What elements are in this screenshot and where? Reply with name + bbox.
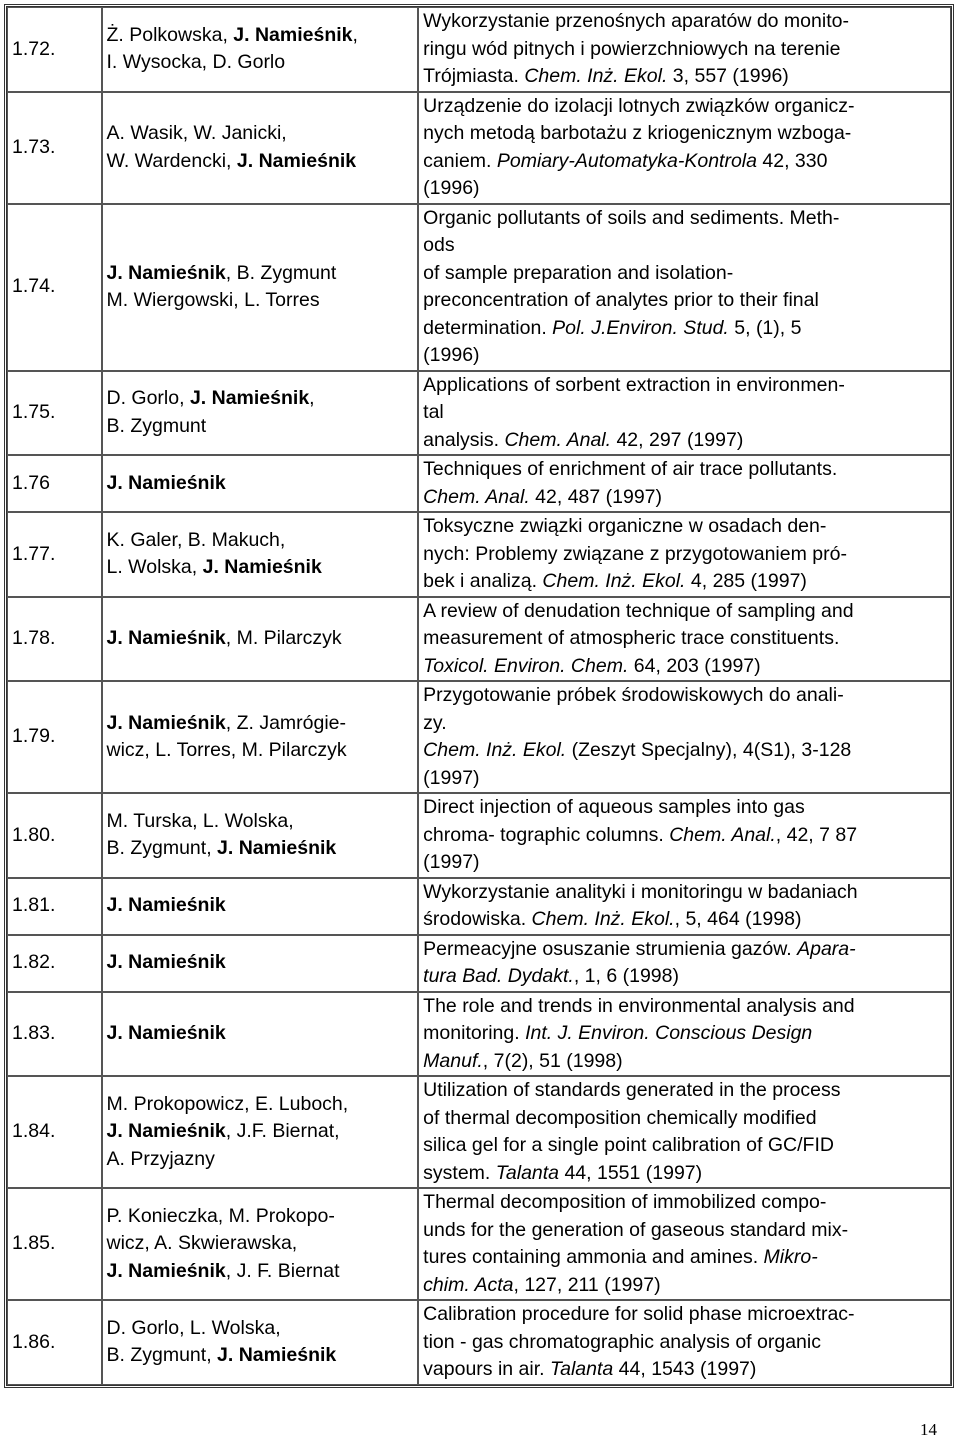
entry-citation (418, 793, 951, 878)
entry-number: 1.82. (7, 935, 102, 992)
citation-line (423, 484, 946, 512)
author-highlight: J. Namieśnik (106, 261, 226, 284)
citation-line (423, 427, 946, 455)
entry-authors (102, 681, 419, 793)
author-highlight: J. Namieśnik (106, 1022, 226, 1044)
author-text: wicz, A. Skwierawska, (106, 1232, 298, 1255)
citation-line (423, 682, 946, 710)
journal-name: Chem. Anal. (423, 485, 530, 508)
publication-row (7, 7, 951, 92)
citation-text: (1997) (423, 851, 480, 873)
author-line (107, 625, 414, 653)
journal-name: Mikro- (763, 1246, 818, 1268)
author-highlight: J. Namieśnik (106, 711, 226, 734)
entry-citation (418, 204, 951, 371)
entry-number: 1.75. (7, 371, 102, 456)
citation-line (423, 1329, 946, 1357)
citation-line (423, 260, 946, 288)
citation-text: środowiska. (423, 908, 532, 930)
citation-line (423, 1132, 946, 1160)
author-text: , M. Pilarczyk (225, 627, 342, 649)
author-line (107, 527, 414, 555)
author-highlight: J. Namieśnik (217, 837, 337, 860)
citation-text: , 127, 211 (1997) (513, 1273, 661, 1296)
publication-row (7, 455, 951, 512)
author-highlight: J. Namieśnik (202, 556, 322, 579)
citation-line (423, 1356, 946, 1384)
author-highlight: J. Namieśnik (106, 471, 226, 494)
citation-line (423, 63, 946, 91)
citation-text: monitoring. (423, 1022, 526, 1044)
citation-text: 44, 1543 (1997) (613, 1358, 757, 1380)
citation-line (423, 1048, 946, 1076)
citation-text: Organic pollutants of soils and sediments. Meth- (423, 206, 840, 229)
citation-text: , 1, 6 (1998) (573, 965, 679, 987)
author-text: A. Przyjazny (106, 1147, 215, 1170)
citation-line (423, 148, 946, 176)
publication-row (7, 793, 951, 878)
entry-authors (102, 935, 419, 992)
entry-authors (102, 455, 419, 512)
citation-text: analysis. (423, 428, 505, 451)
citation-line (423, 765, 946, 793)
citation-text: chroma- tographic columns. (423, 823, 670, 846)
author-line (107, 470, 414, 498)
author-text: P. Konieczka, M. Prokopo- (106, 1204, 335, 1227)
citation-line (423, 625, 946, 653)
citation-line (423, 205, 946, 233)
publication-row (7, 1300, 951, 1385)
entry-citation (418, 681, 951, 793)
author-text: B. Zygmunt (106, 414, 207, 437)
author-text: , (309, 387, 315, 410)
citation-text: A review of denudation technique of sampling and (423, 599, 854, 622)
author-line (107, 287, 414, 315)
journal-name: Pol. J.Environ. Stud. (552, 316, 729, 339)
journal-name: Apara- (797, 937, 856, 960)
author-text: M. Wiergowski, L. Torres (106, 289, 320, 311)
author-text: , Z. Jamrógie- (225, 711, 347, 734)
entry-authors (102, 7, 419, 92)
citation-text: Thermal decomposition of immobilized compo- (423, 1191, 827, 1213)
citation-text: preconcentration of analytes prior to their final (423, 289, 819, 311)
entry-number: 1.79. (7, 681, 102, 793)
citation-text: Permeacyjne osuszanie strumienia gazów. (423, 937, 798, 960)
citation-text: determination. (423, 316, 553, 339)
entry-authors (102, 992, 419, 1077)
citation-line (423, 399, 946, 427)
publication-row (7, 878, 951, 935)
citation-line (423, 36, 946, 64)
citation-text: Direct injection of aqueous samples into gas (423, 796, 805, 818)
author-line (107, 892, 414, 920)
journal-name: Int. J. Environ. Conscious Design (525, 1022, 813, 1044)
author-line (107, 1118, 414, 1146)
journal-name: Toxicol. Environ. Chem. (423, 654, 629, 677)
citation-text: Urządzenie do izolacji lotnych związków organicz- (423, 94, 855, 117)
author-line (107, 413, 414, 441)
citation-line (423, 1301, 946, 1329)
citation-text: Calibration procedure for solid phase microextrac- (423, 1303, 855, 1325)
citation-line (423, 175, 946, 203)
citation-text: (1997) (423, 766, 480, 789)
citation-text: (Zeszyt Specjalny), 4(S1), 3-128 (566, 739, 852, 761)
publication-row (7, 935, 951, 992)
citation-text: , 5, 464 (1998) (674, 908, 802, 930)
citation-text: unds for the generation of gaseous standard mix- (423, 1218, 849, 1241)
author-line (107, 1203, 414, 1231)
citation-line (423, 653, 946, 681)
entry-number: 1.74. (7, 204, 102, 371)
entry-citation (418, 992, 951, 1077)
citation-text: bek i analizą. (423, 570, 543, 592)
citation-line (423, 372, 946, 400)
author-text: M. Turska, L. Wolska, (106, 809, 294, 832)
citation-line (423, 120, 946, 148)
publication-row (7, 512, 951, 597)
citation-line (423, 710, 946, 738)
journal-name: Chem. Inż. Ekol. (542, 570, 686, 592)
author-highlight: J. Namieśnik (106, 894, 226, 917)
author-line (107, 1020, 414, 1048)
citation-line (423, 1020, 946, 1048)
entry-citation (418, 1188, 951, 1300)
author-highlight: J. Namieśnik (106, 1120, 226, 1143)
citation-text: tal (423, 401, 444, 423)
publication-row (7, 1188, 951, 1300)
citation-text: 44, 1551 (1997) (559, 1161, 703, 1184)
citation-line (423, 1244, 946, 1272)
entry-citation (418, 7, 951, 92)
author-text: Ż. Polkowska, (106, 23, 234, 46)
author-text: M. Prokopowicz, E. Luboch, (106, 1092, 349, 1115)
entry-citation (418, 455, 951, 512)
citation-line (423, 993, 946, 1021)
citation-text: Wykorzystanie przenośnych aparatów do monito- (423, 10, 849, 32)
citation-text: silica gel for a single point calibration of GC/FID (423, 1134, 834, 1156)
citation-line (423, 232, 946, 260)
author-text: , (352, 23, 358, 46)
citation-line (423, 456, 946, 484)
publication-row (7, 204, 951, 371)
citation-text: Toksyczne związki organiczne w osadach den- (423, 515, 827, 537)
publication-row (7, 597, 951, 682)
citation-text: caniem. (423, 149, 497, 172)
author-line (107, 1230, 414, 1258)
citation-line (423, 1272, 946, 1300)
citation-line (423, 8, 946, 36)
page-number: 14 (920, 1420, 937, 1439)
author-line (107, 949, 414, 977)
citation-text: tures containing ammonia and amines. (423, 1246, 764, 1268)
citation-line (423, 93, 946, 121)
citation-text: , 7(2), 51 (1998) (482, 1049, 623, 1072)
entry-number: 1.73. (7, 92, 102, 204)
citation-line (423, 1077, 946, 1105)
citation-text: The role and trends in environmental analysis and (423, 994, 855, 1017)
author-text: , J. F. Biernat (225, 1259, 340, 1282)
citation-line (423, 1189, 946, 1217)
citation-line (423, 598, 946, 626)
publication-row (7, 371, 951, 456)
journal-name: tura Bad. Dydakt. (423, 965, 574, 987)
entry-citation (418, 878, 951, 935)
entry-citation (418, 371, 951, 456)
citation-line (423, 936, 946, 964)
author-line (107, 22, 414, 50)
journal-name: Chem. Anal. (669, 823, 776, 846)
citation-text: 42, 330 (756, 149, 828, 172)
journal-name: Talanta (550, 1358, 614, 1380)
author-text: D. Gorlo, (106, 387, 190, 410)
entry-authors (102, 512, 419, 597)
author-text: W. Wardencki, (106, 149, 237, 172)
author-line (107, 1315, 414, 1343)
citation-text: nych metodą barbotażu z kriogenicznym wzboga- (423, 122, 852, 144)
journal-name: Manuf. (423, 1049, 483, 1072)
entry-number: 1.83. (7, 992, 102, 1077)
entry-authors (102, 1076, 419, 1188)
author-line (107, 260, 414, 288)
citation-text: vapours in air. (423, 1358, 550, 1380)
entry-citation (418, 1076, 951, 1188)
author-text: , B. Zygmunt (225, 261, 337, 284)
entry-authors (102, 1188, 419, 1300)
entry-citation (418, 1300, 951, 1385)
journal-name: Talanta (495, 1161, 560, 1184)
citation-text: of thermal decomposition chemically modified (423, 1106, 817, 1129)
author-line (107, 49, 414, 77)
author-highlight: J. Namieśnik (106, 1259, 226, 1282)
citation-text: tion - gas chromatographic analysis of organic (423, 1330, 821, 1353)
author-text: D. Gorlo, L. Wolska, (106, 1316, 281, 1339)
citation-text: Wykorzystanie analityki i monitoringu w badaniach (423, 880, 858, 903)
entry-authors (102, 597, 419, 682)
author-line (107, 1342, 414, 1370)
citation-text: of sample preparation and isolation- (423, 261, 734, 284)
citation-text: (1996) (423, 177, 480, 199)
citation-text: system. (423, 1161, 496, 1184)
citation-line (423, 849, 946, 877)
entry-authors (102, 1300, 419, 1385)
entry-authors (102, 878, 419, 935)
journal-name: Chem. Inż. Ekol. (531, 908, 675, 930)
journal-name: Pomiary-Automatyka-Kontrola (496, 149, 757, 172)
citation-text: ringu wód pitnych i powierzchniowych na terenie (423, 37, 841, 60)
journal-name: chim. Acta (423, 1273, 514, 1296)
citation-line (423, 342, 946, 370)
author-line (107, 120, 414, 148)
entry-number: 1.80. (7, 793, 102, 878)
entry-number: 1.85. (7, 1188, 102, 1300)
citation-text: 5, (1), 5 (728, 316, 802, 339)
author-line (107, 808, 414, 836)
publication-table (4, 4, 954, 1388)
publication-row (7, 1076, 951, 1188)
author-text: A. Wasik, W. Janicki, (106, 122, 287, 144)
author-line (107, 554, 414, 582)
publication-row (7, 992, 951, 1077)
entry-authors (102, 92, 419, 204)
author-highlight: J. Namieśnik (106, 951, 226, 974)
author-text: K. Galer, B. Makuch, (106, 528, 286, 551)
citation-text: Techniques of enrichment of air trace pollutants. (423, 458, 838, 480)
author-highlight: J. Namieśnik (189, 387, 310, 410)
citation-line (423, 963, 946, 991)
citation-text: (1996) (423, 344, 480, 366)
entry-citation (418, 512, 951, 597)
citation-line (423, 822, 946, 850)
entry-authors (102, 371, 419, 456)
citation-text: zy. (423, 711, 447, 734)
author-line (107, 710, 414, 738)
citation-text: measurement of atmospheric trace constituents. (423, 627, 840, 649)
citation-text: Utilization of standards generated in the process (423, 1079, 841, 1101)
citation-line (423, 287, 946, 315)
author-line (107, 835, 414, 863)
citation-line (423, 513, 946, 541)
citation-text: 42, 487 (1997) (529, 485, 663, 508)
author-highlight: J. Namieśnik (236, 149, 357, 172)
citation-line (423, 1160, 946, 1188)
citation-text: 64, 203 (1997) (628, 654, 761, 677)
journal-name: Chem. Inż. Ekol. (423, 739, 567, 761)
citation-text: ods (423, 234, 455, 256)
author-line (107, 737, 414, 765)
entry-number: 1.86. (7, 1300, 102, 1385)
author-line (107, 1258, 414, 1286)
publication-table-body (7, 7, 951, 1385)
entry-authors (102, 793, 419, 878)
citation-line (423, 879, 946, 907)
citation-text: Trójmiasta. (423, 65, 525, 87)
author-text: B. Zygmunt, (106, 837, 218, 860)
entry-citation (418, 597, 951, 682)
author-line (107, 148, 414, 176)
citation-line (423, 1105, 946, 1133)
citation-text: Przygotowanie próbek środowiskowych do anali- (423, 684, 844, 706)
entry-number: 1.84. (7, 1076, 102, 1188)
author-highlight: J. Namieśnik (106, 627, 226, 649)
citation-text: 42, 297 (1997) (611, 428, 744, 451)
author-highlight: J. Namieśnik (217, 1344, 337, 1367)
author-line (107, 1146, 414, 1174)
citation-text: nych: Problemy związane z przygotowaniem pró- (423, 542, 847, 565)
citation-text: , 42, 7 87 (775, 823, 858, 846)
citation-line (423, 315, 946, 343)
entry-authors (102, 204, 419, 371)
citation-line (423, 906, 946, 934)
author-text: L. Wolska, (106, 556, 203, 579)
author-text: I. Wysocka, D. Gorlo (106, 51, 286, 74)
citation-text: 3, 557 (1996) (667, 65, 789, 87)
journal-name: Chem. Anal. (504, 428, 612, 451)
entry-number: 1.76 (7, 455, 102, 512)
citation-text: 4, 285 (1997) (685, 570, 807, 592)
author-text: wicz, L. Torres, M. Pilarczyk (106, 739, 347, 761)
entry-number: 1.81. (7, 878, 102, 935)
entry-number: 1.72. (7, 7, 102, 92)
citation-line (423, 1217, 946, 1245)
author-line (107, 1091, 414, 1119)
citation-line (423, 541, 946, 569)
citation-line (423, 794, 946, 822)
author-highlight: J. Namieśnik (233, 23, 353, 46)
author-text: , J.F. Biernat, (225, 1120, 340, 1143)
entry-citation (418, 92, 951, 204)
entry-citation (418, 935, 951, 992)
citation-line (423, 737, 946, 765)
publication-row (7, 681, 951, 793)
citation-line (423, 568, 946, 596)
journal-name: Chem. Inż. Ekol. (524, 65, 668, 87)
entry-number: 1.77. (7, 512, 102, 597)
citation-text: Applications of sorbent extraction in environmen- (423, 373, 845, 396)
publication-row (7, 92, 951, 204)
author-line (107, 385, 414, 413)
entry-number: 1.78. (7, 597, 102, 682)
author-text: B. Zygmunt, (106, 1344, 218, 1367)
